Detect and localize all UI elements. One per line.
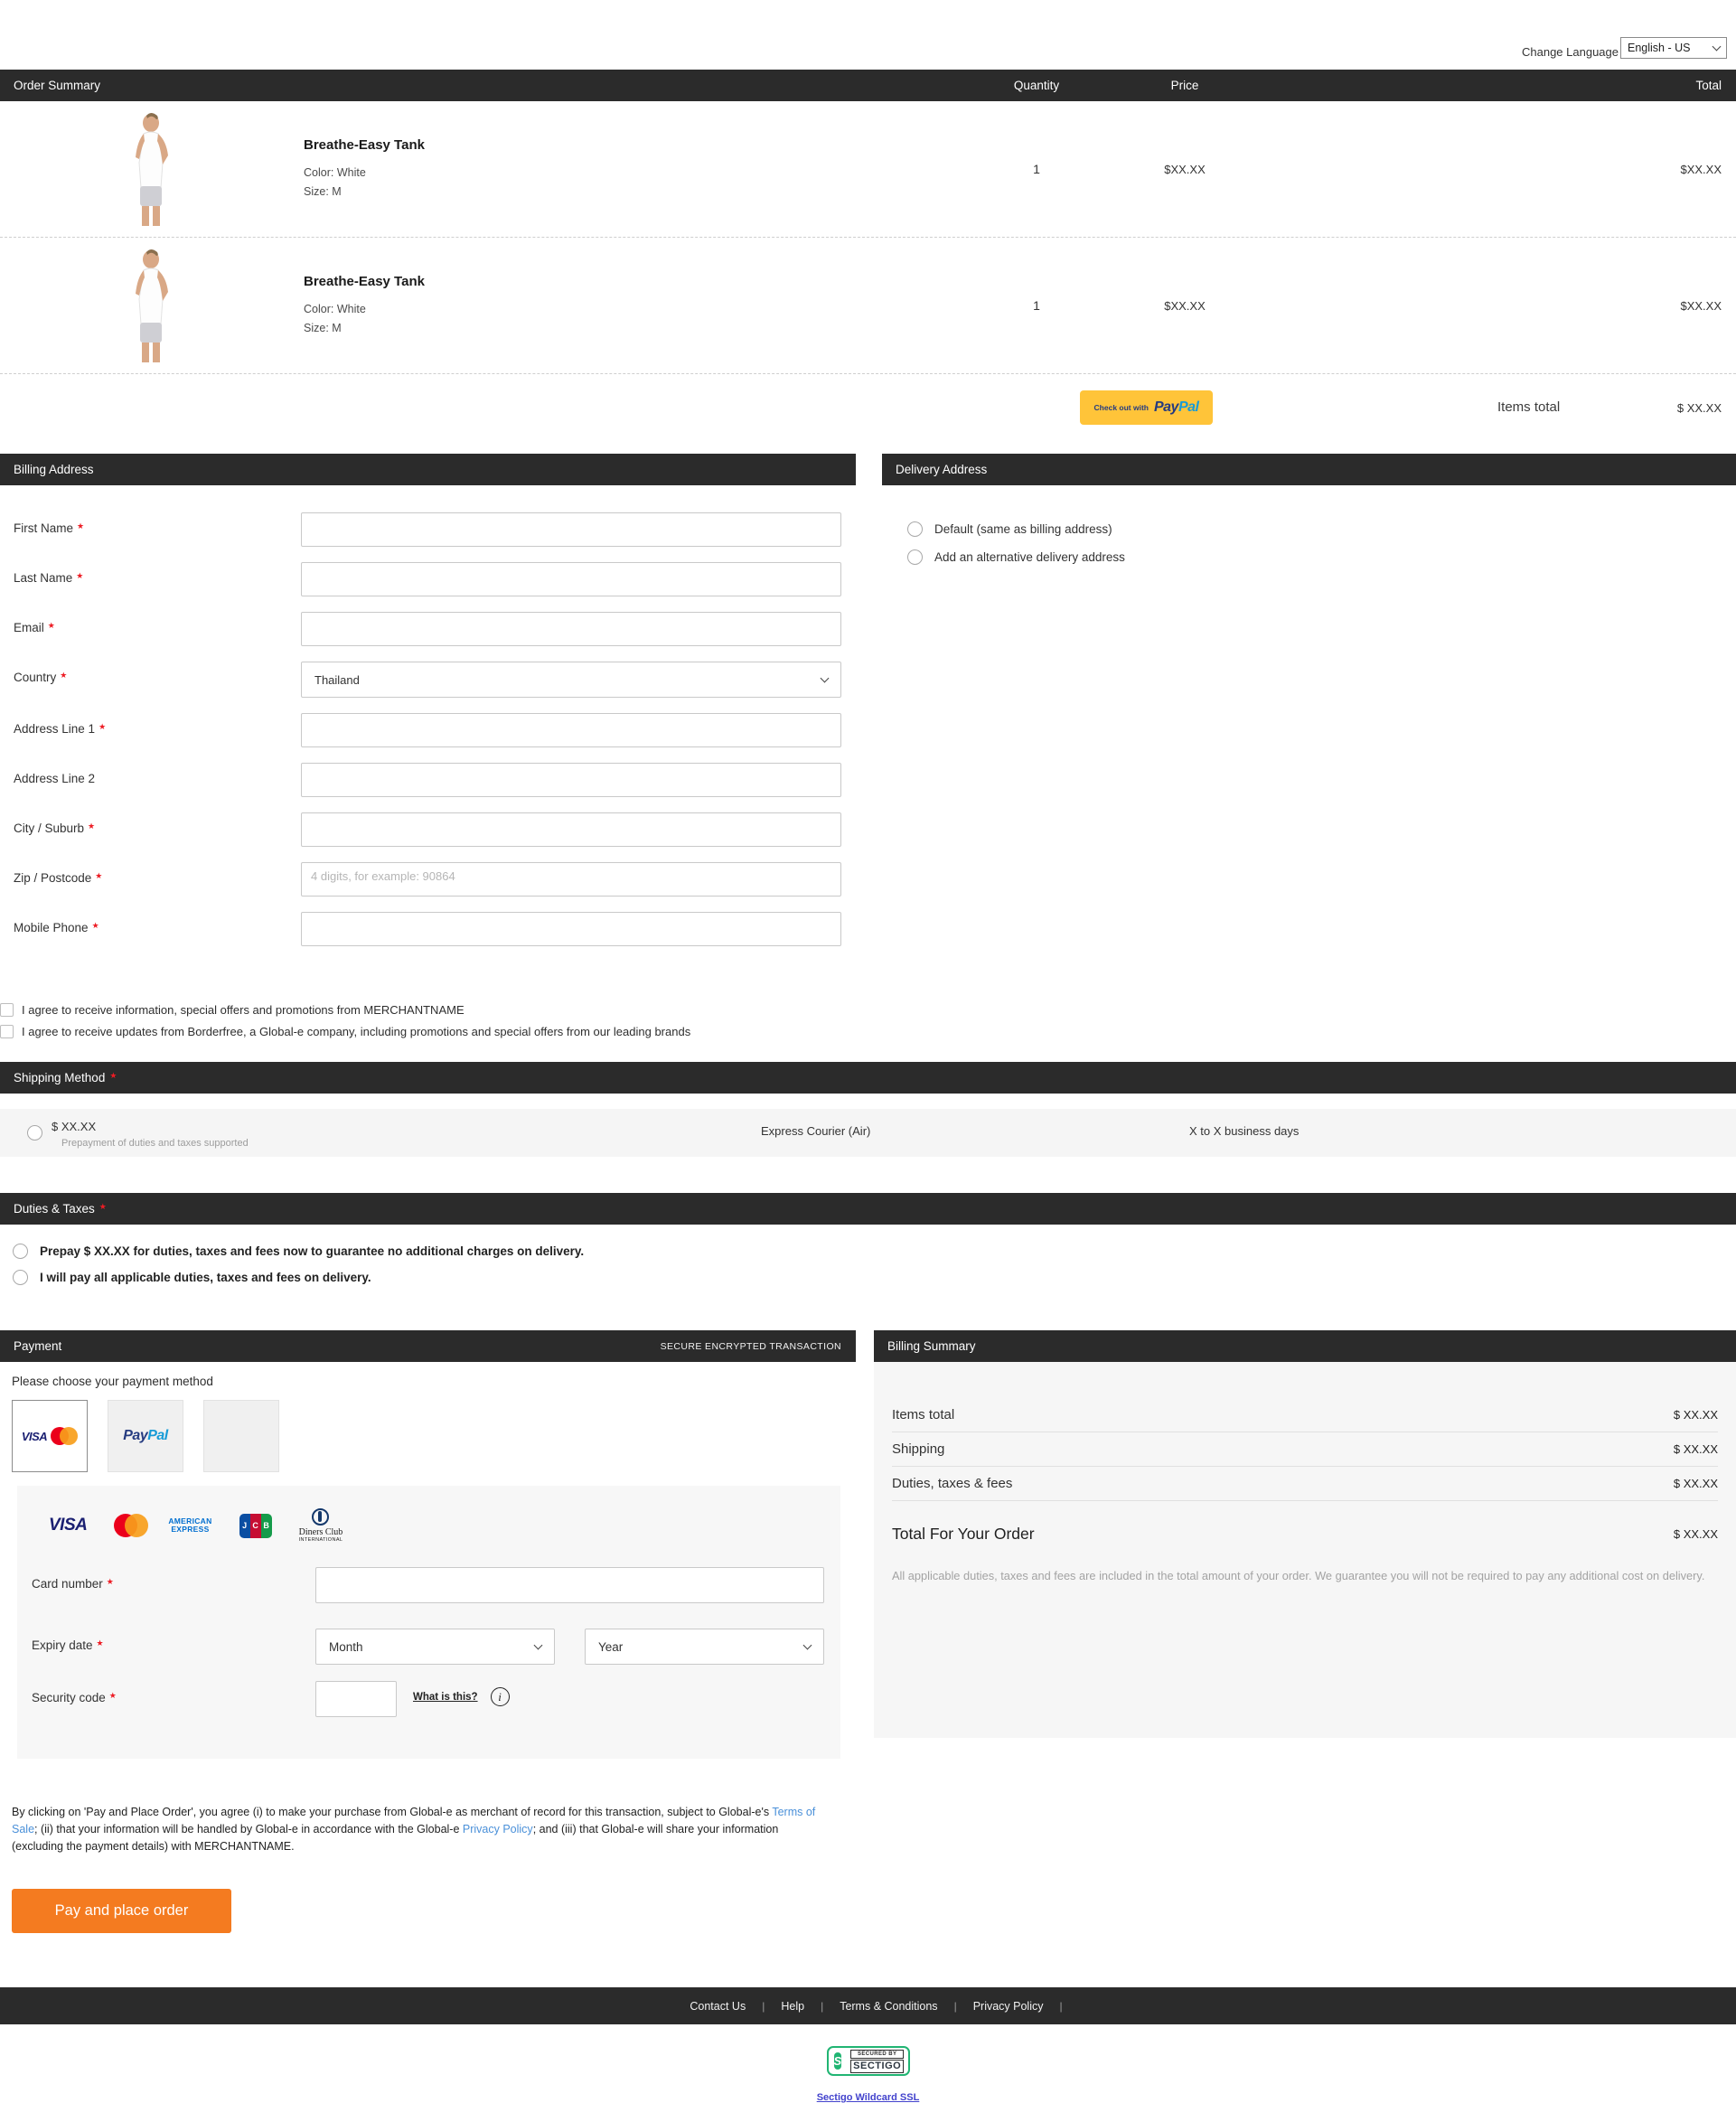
zip-label: Zip / Postcode ★ bbox=[14, 871, 103, 885]
paypal-button-label: Check out with bbox=[1093, 403, 1149, 412]
amex-logo: AMERICAN EXPRESS bbox=[168, 1516, 212, 1534]
product-info bbox=[304, 137, 425, 202]
billing-summary-header bbox=[874, 1330, 1736, 1362]
shipping-method-header bbox=[0, 1062, 1736, 1094]
delivery-address-header bbox=[882, 454, 1736, 485]
item-quantity: 1 bbox=[1033, 298, 1040, 313]
product-color: Color: White bbox=[304, 302, 366, 315]
address-section bbox=[0, 454, 1736, 962]
required-asterisk: ★ bbox=[95, 871, 103, 880]
billing-summary-rows bbox=[892, 1362, 1718, 1501]
payment-method-other[interactable] bbox=[203, 1400, 279, 1472]
what-is-this-link[interactable]: What is this? bbox=[413, 1692, 478, 1703]
order-summary-title: Order Summary bbox=[14, 79, 101, 92]
mobile-phone-field[interactable] bbox=[301, 912, 841, 946]
payment-method-card[interactable] bbox=[12, 1400, 88, 1472]
radio-icon[interactable] bbox=[907, 521, 923, 537]
shipping-price: $ XX.XX bbox=[52, 1120, 97, 1133]
footer-separator: | bbox=[953, 1999, 957, 2013]
pay-and-place-order-button[interactable]: Pay and place order bbox=[12, 1889, 231, 1933]
item-quantity: 1 bbox=[1033, 162, 1040, 176]
payment-title: Payment bbox=[14, 1339, 62, 1353]
required-asterisk: ★ bbox=[108, 1691, 117, 1700]
legal-text: By clicking on 'Pay and Place Order', you agree (i) to make your purchase from Global-e as merchant of record for this transaction, subject to Global-e's Terms of Sale; (ii) that your information will be handled by Global-e in accordance with the Global-e Privacy Policy; and (iii) that Global-e will share your information (excluding the payment details) with MERCHANTNAME. bbox=[12, 1806, 816, 1853]
address-line2-field[interactable] bbox=[301, 763, 841, 797]
address-line1-field[interactable] bbox=[301, 713, 841, 747]
shipping-option-row[interactable] bbox=[0, 1109, 1736, 1157]
column-price: Price bbox=[1170, 79, 1199, 92]
shipping-carrier: Express Courier (Air) bbox=[761, 1124, 871, 1138]
card-details-panel bbox=[17, 1486, 840, 1759]
duties-on-delivery-label: I will pay all applicable duties, taxes and fees on delivery. bbox=[40, 1271, 371, 1284]
expiry-month-select[interactable] bbox=[315, 1629, 555, 1665]
product-cell bbox=[0, 247, 946, 364]
expiry-year-select[interactable] bbox=[585, 1629, 824, 1665]
radio-icon[interactable] bbox=[907, 549, 923, 565]
duties-taxes-title: Duties & Taxes ★ bbox=[14, 1202, 107, 1216]
required-asterisk: ★ bbox=[99, 722, 107, 731]
billing-address-header bbox=[0, 454, 856, 485]
mastercard-logo bbox=[114, 1514, 141, 1537]
billing-address-form bbox=[0, 485, 856, 946]
form-row bbox=[0, 662, 856, 698]
last-name-field[interactable] bbox=[301, 562, 841, 596]
merchant-optin-row[interactable] bbox=[0, 1003, 1736, 1017]
required-asterisk: ★ bbox=[109, 1071, 117, 1080]
payment-column bbox=[0, 1330, 856, 1933]
city-label: City / Suburb ★ bbox=[14, 821, 96, 835]
shipping-prepayment-note: Prepayment of duties and taxes supported bbox=[61, 1138, 249, 1149]
paypal-logo: PayPal bbox=[1153, 399, 1199, 415]
form-row bbox=[0, 512, 856, 547]
footer-separator: | bbox=[762, 1999, 765, 2013]
security-code-label: Security code ★ bbox=[32, 1691, 117, 1704]
footer bbox=[0, 1987, 1736, 2024]
order-item-row bbox=[0, 238, 1736, 374]
product-size: Size: M bbox=[304, 184, 342, 198]
required-asterisk: ★ bbox=[88, 821, 96, 831]
footer-separator: | bbox=[1059, 1999, 1063, 2013]
expiry-month-value: Month bbox=[329, 1639, 363, 1654]
sectigo-s-icon: S bbox=[833, 2054, 842, 2069]
order-total-label: Total For Your Order bbox=[892, 1524, 1035, 1543]
accepted-cards-row bbox=[17, 1504, 840, 1547]
delivery-default-option[interactable] bbox=[907, 521, 1736, 537]
mastercard-logo bbox=[51, 1427, 78, 1445]
chevron-down-icon bbox=[821, 674, 830, 683]
billing-address-column bbox=[0, 454, 856, 962]
country-selected-value: Thailand bbox=[314, 672, 360, 687]
merchant-optin-label: I agree to receive information, special offers and promotions from MERCHANTNAME bbox=[22, 1003, 464, 1017]
change-language-label: Change Language bbox=[1522, 45, 1619, 59]
language-select[interactable] bbox=[1620, 37, 1727, 59]
required-asterisk: ★ bbox=[76, 571, 84, 580]
email-label: Email ★ bbox=[14, 621, 55, 634]
billing-summary-panel bbox=[874, 1362, 1736, 1738]
first-name-field[interactable] bbox=[301, 512, 841, 547]
summary-total-row bbox=[892, 1514, 1718, 1554]
duties-taxes-header bbox=[0, 1193, 1736, 1225]
delivery-default-label: Default (same as billing address) bbox=[934, 522, 1112, 536]
delivery-address-column bbox=[882, 454, 1736, 962]
duties-prepay-label: Prepay $ XX.XX for duties, taxes and fees now to guarantee no additional charges on delivery. bbox=[40, 1244, 585, 1258]
sectigo-ssl-link[interactable]: Sectigo Wildcard SSL bbox=[816, 2092, 920, 2103]
secure-transaction-label: SECURE ENCRYPTED TRANSACTION bbox=[660, 1340, 841, 1352]
form-row bbox=[0, 862, 856, 897]
footer-link-privacy[interactable]: Privacy Policy bbox=[972, 1999, 1044, 2013]
visa-logo: VISA bbox=[49, 1516, 88, 1535]
item-total: $XX.XX bbox=[1680, 298, 1722, 313]
expiry-date-row bbox=[17, 1629, 840, 1665]
product-name: Breathe-Easy Tank bbox=[304, 136, 425, 153]
order-item-row bbox=[0, 101, 1736, 238]
language-selected-value: English - US bbox=[1628, 42, 1691, 54]
country-select[interactable] bbox=[301, 662, 841, 698]
expiry-date-label: Expiry date ★ bbox=[32, 1638, 104, 1652]
form-row bbox=[0, 562, 856, 596]
card-number-field[interactable] bbox=[315, 1567, 824, 1603]
footer-separator: | bbox=[821, 1999, 824, 2013]
mobile-phone-label: Mobile Phone ★ bbox=[14, 921, 99, 934]
required-asterisk: ★ bbox=[96, 1638, 104, 1648]
summary-row-duties: Duties, taxes & fees $ XX.XX bbox=[892, 1467, 1718, 1501]
address-line1-label: Address Line 1 ★ bbox=[14, 722, 107, 736]
summary-row-items-total: Items total $ XX.XX bbox=[892, 1398, 1718, 1432]
top-language-bar bbox=[0, 0, 1736, 70]
summary-row-shipping: Shipping $ XX.XX bbox=[892, 1432, 1718, 1467]
choose-payment-label: Please choose your payment method bbox=[12, 1375, 213, 1388]
billing-address-title: Billing Address bbox=[14, 463, 94, 476]
footer-link-help[interactable]: Help bbox=[781, 1999, 805, 2013]
info-icon[interactable]: i bbox=[491, 1687, 510, 1706]
required-asterisk: ★ bbox=[60, 671, 68, 680]
form-row bbox=[0, 763, 856, 797]
delivery-options bbox=[882, 521, 1736, 565]
paypal-logo: PayPal bbox=[123, 1428, 168, 1443]
chevron-down-icon bbox=[534, 1641, 543, 1650]
card-number-label: Card number ★ bbox=[32, 1577, 114, 1591]
items-total-label: Items total bbox=[1497, 399, 1561, 415]
checkbox-icon[interactable] bbox=[0, 1025, 14, 1038]
diners-circle-icon bbox=[312, 1508, 329, 1526]
paypal-checkout-button[interactable] bbox=[1080, 390, 1213, 425]
required-asterisk: ★ bbox=[106, 1577, 114, 1586]
product-image bbox=[114, 247, 188, 364]
form-row bbox=[0, 812, 856, 847]
required-asterisk: ★ bbox=[77, 521, 85, 530]
security-code-row bbox=[17, 1681, 840, 1717]
radio-icon[interactable] bbox=[13, 1244, 28, 1259]
duties-options bbox=[0, 1244, 1736, 1285]
product-name: Breathe-Easy Tank bbox=[304, 273, 425, 289]
borderfree-optin-label: I agree to receive updates from Borderfree, a Global-e company, including promotions and special offers from our leading brands bbox=[22, 1025, 691, 1038]
product-info bbox=[304, 274, 425, 338]
product-image bbox=[114, 110, 188, 228]
product-size: Size: M bbox=[304, 321, 342, 334]
shipping-method-title: Shipping Method ★ bbox=[14, 1071, 117, 1084]
chevron-down-icon bbox=[803, 1641, 812, 1650]
security-code-field[interactable] bbox=[315, 1681, 397, 1717]
footer-link-terms[interactable]: Terms & Conditions bbox=[840, 1999, 938, 2013]
checkbox-icon[interactable] bbox=[0, 1003, 14, 1017]
order-summary-header bbox=[0, 70, 1736, 101]
billing-summary-title: Billing Summary bbox=[887, 1339, 976, 1353]
items-total-value: $ XX.XX bbox=[1676, 401, 1722, 415]
first-name-label: First Name ★ bbox=[14, 521, 85, 535]
duties-included-note: All applicable duties, taxes and fees are included in the total amount of your order. We guarantee you will not be required to pay any additional cost on delivery. bbox=[892, 1569, 1705, 1582]
zip-field[interactable] bbox=[301, 862, 841, 897]
badge-text: SECURED BY SECTIGO bbox=[850, 2050, 904, 2073]
payment-section bbox=[0, 1330, 1736, 1933]
delivery-alternative-option[interactable] bbox=[907, 549, 1736, 565]
payment-method-paypal[interactable] bbox=[108, 1400, 183, 1472]
city-field[interactable] bbox=[301, 812, 841, 847]
delivery-alternative-label: Add an alternative delivery address bbox=[934, 550, 1125, 564]
required-asterisk: ★ bbox=[99, 1202, 107, 1211]
payment-header bbox=[0, 1330, 856, 1362]
form-row bbox=[0, 713, 856, 747]
required-asterisk: ★ bbox=[91, 921, 99, 930]
duties-on-delivery-option[interactable] bbox=[13, 1270, 1736, 1285]
borderfree-optin-row[interactable] bbox=[0, 1025, 1736, 1038]
visa-logo: VISA bbox=[21, 1429, 48, 1443]
shipping-eta: X to X business days bbox=[1189, 1124, 1300, 1138]
required-asterisk: ★ bbox=[47, 621, 55, 630]
consent-checkboxes bbox=[0, 1003, 1736, 1038]
form-row bbox=[0, 912, 856, 946]
terms-of-sale-link[interactable]: Terms of Sale bbox=[12, 1806, 816, 1835]
billing-summary-column bbox=[874, 1330, 1736, 1738]
last-name-label: Last Name ★ bbox=[14, 571, 84, 585]
diners-club-logo: Diners Club INTERNATIONAL bbox=[299, 1508, 343, 1543]
column-total: Total bbox=[1695, 79, 1722, 92]
email-field[interactable] bbox=[301, 612, 841, 646]
item-total: $XX.XX bbox=[1680, 162, 1722, 176]
radio-icon[interactable] bbox=[27, 1125, 42, 1141]
expiry-year-value: Year bbox=[598, 1639, 624, 1654]
delivery-address-title: Delivery Address bbox=[896, 463, 988, 476]
paypal-items-total-row bbox=[0, 374, 1736, 443]
payment-method-tiles bbox=[12, 1400, 856, 1472]
item-price: $XX.XX bbox=[1164, 162, 1206, 176]
sectigo-badge[interactable] bbox=[827, 2046, 910, 2076]
product-color: Color: White bbox=[304, 165, 366, 179]
chevron-down-icon bbox=[1713, 42, 1722, 52]
duties-prepay-option[interactable] bbox=[13, 1244, 1736, 1259]
order-total-value: $ XX.XX bbox=[1673, 1526, 1718, 1541]
product-cell bbox=[0, 110, 946, 228]
footer-link-contact-us[interactable]: Contact Us bbox=[690, 1999, 746, 2013]
item-price: $XX.XX bbox=[1164, 298, 1206, 313]
jcb-logo: J C B bbox=[239, 1514, 272, 1538]
zip-placeholder: 4 digits, for example: 90864 bbox=[311, 869, 455, 883]
security-badge-area bbox=[0, 2046, 1736, 2103]
radio-icon[interactable] bbox=[13, 1270, 28, 1285]
address-line2-label: Address Line 2 bbox=[14, 772, 96, 785]
country-label: Country ★ bbox=[14, 671, 68, 684]
card-number-row bbox=[17, 1567, 840, 1603]
column-quantity: Quantity bbox=[1013, 79, 1060, 92]
privacy-policy-link[interactable]: Privacy Policy bbox=[462, 1822, 533, 1835]
form-row bbox=[0, 612, 856, 646]
